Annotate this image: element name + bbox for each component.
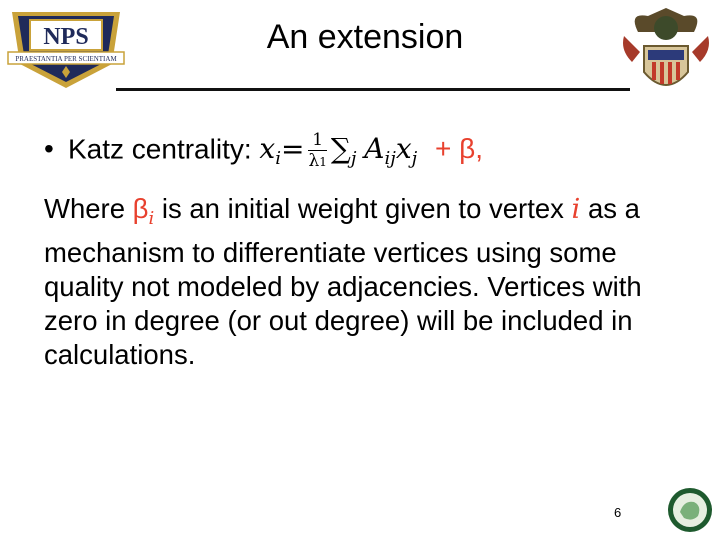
bullet-label: Katz centrality: [68, 133, 252, 165]
slide-title: An extension [266, 18, 464, 56]
formula-equals: = [280, 132, 305, 166]
bullet-katz-centrality [44, 130, 483, 172]
explanation-paragraph [44, 192, 674, 372]
green-circle-decoration-icon [666, 486, 714, 534]
para-where: Where [44, 193, 125, 224]
para-mid: is an initial weight given to vertex [161, 193, 564, 224]
para-vertex: i [571, 193, 581, 225]
bullet-dot-icon: • [44, 133, 54, 165]
formula-fraction: $\frac{1}{\lambda 1}$ [308, 130, 327, 171]
formula-lhs: $x_i$ [259, 132, 281, 170]
para-beta: $\beta_i$ [132, 193, 155, 229]
west-point-crest-icon [618, 2, 714, 100]
formula-term: $A_{ij}x_j$ [364, 132, 418, 170]
title-divider [116, 88, 630, 91]
para-rest: as a mechanism to differentiate vertices using some quality not modeled by adjacencies. Vertices with zero in degree (or out degree) will be included in calculations. [44, 193, 642, 370]
formula-plus-beta: + β, [435, 133, 484, 165]
nps-logo-icon [4, 6, 128, 92]
page-number: 6 [614, 505, 622, 520]
nps-logo-motto: PRAESTANTIA PER SCIENTIAM [15, 55, 117, 63]
nps-logo-text: NPS [43, 24, 89, 50]
formula-sum: $\sum_j$ [330, 132, 357, 170]
